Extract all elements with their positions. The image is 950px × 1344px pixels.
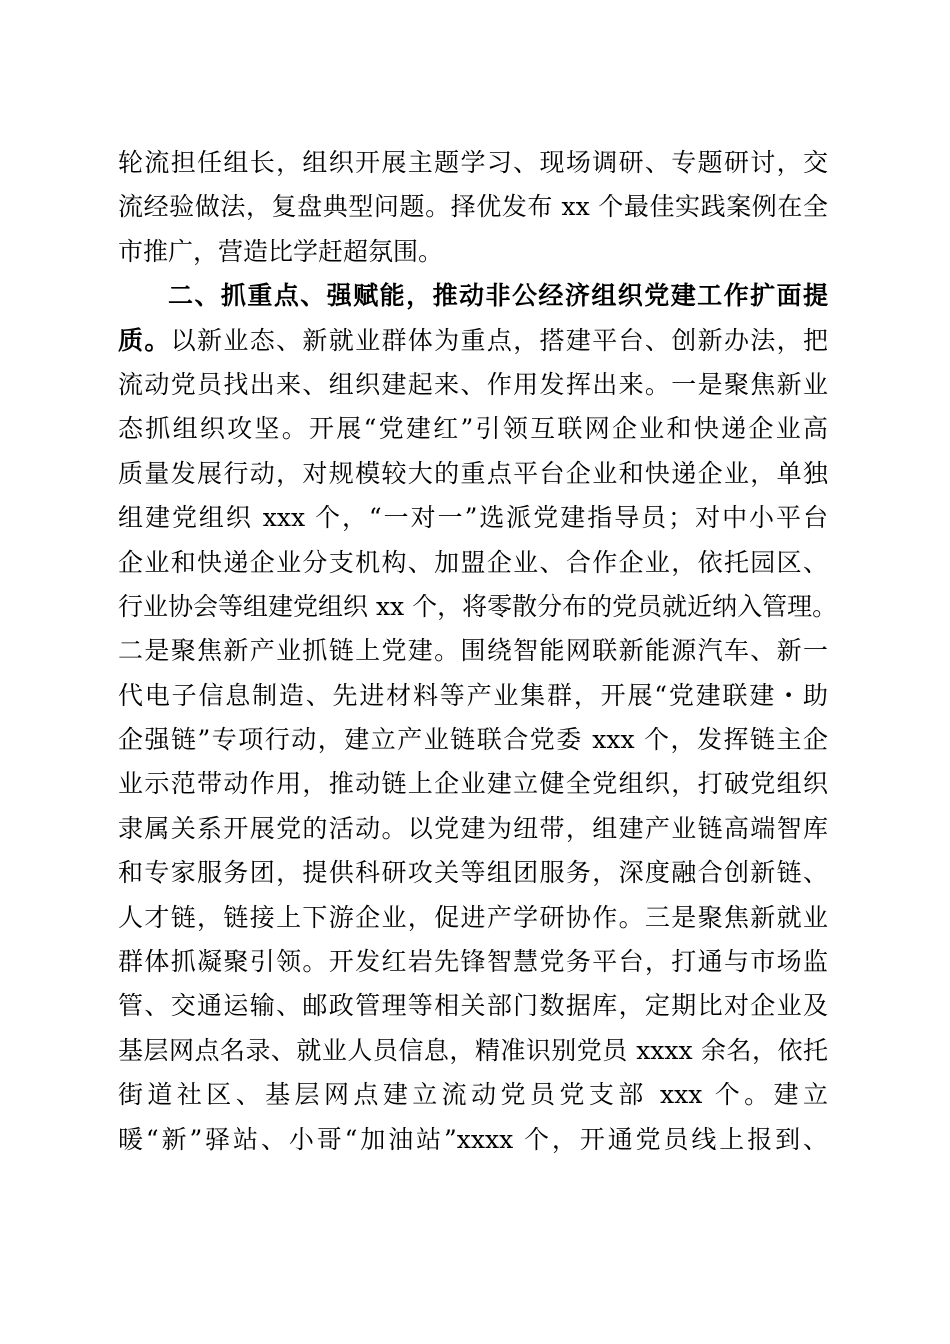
- text-line: 人才链，链接上下游企业，促进产学研协作。三是聚焦新就业: [118, 902, 828, 932]
- text-span: 以新业态、新就业群体为重点，搭建平台、创新办法，把: [170, 325, 828, 355]
- text-line: 组建党组织 xxx 个，“一对一”选派党建指导员；对中小平台: [118, 503, 828, 533]
- section-heading: 二、抓重点、强赋能，推动非公经济组织党建工作扩面提: [168, 281, 828, 311]
- body-text: [118, 141, 838, 1162]
- text-line: 隶属关系开展党的活动。以党建为纽带，组建产业链高端智库: [118, 813, 828, 843]
- text-line: 企业和快递企业分支机构、加盟企业、合作企业，依托园区、: [118, 547, 828, 577]
- text-line: 群体抓凝聚引领。开发红岩先锋智慧党务平台，打通与市场监: [118, 947, 828, 977]
- text-line: 二是聚焦新产业抓链上党建。围绕智能网联新能源汽车、新一: [118, 636, 828, 666]
- text-line: 轮流担任组长，组织开展主题学习、现场调研、专题研讨，交: [118, 148, 828, 177]
- text-line: 暖“新”驿站、小哥“加油站”xxxx 个，开通党员线上报到、: [118, 1124, 828, 1154]
- text-line: 代电子信息制造、先进材料等产业集群，开展“党建联建・助: [118, 680, 828, 710]
- text-line: 流动党员找出来、组织建起来、作用发挥出来。一是聚焦新业: [118, 369, 828, 399]
- text-line: 流经验做法，复盘典型问题。择优发布 xx 个最佳实践案例在全: [118, 192, 828, 222]
- text-line: [118, 319, 828, 363]
- text-line: 质量发展行动，对规模较大的重点平台企业和快递企业，单独: [118, 458, 828, 488]
- text-line: 企强链”专项行动，建立产业链联合党委 xxx 个，发挥链主企: [118, 725, 828, 755]
- section-heading-end: 质。: [118, 325, 171, 355]
- text-line: 管、交通运输、邮政管理等相关部门数据库，定期比对企业及: [118, 991, 828, 1021]
- text-line: 和专家服务团，提供科研攻关等组团服务，深度融合创新链、: [118, 858, 828, 888]
- text-line: 行业协会等组建党组织 xx 个，将零散分布的党员就近纳入管理。: [118, 591, 838, 621]
- text-line: 市推广，营造比学赶超氛围。: [118, 236, 444, 266]
- text-line: 街道社区、基层网点建立流动党员党支部 xxx 个。建立: [118, 1080, 828, 1110]
- text-line: 态抓组织攻坚。开展“党建红”引领互联网企业和快递企业高: [118, 414, 828, 444]
- text-line: 基层网点名录、就业人员信息，精准识别党员 xxxx 余名，依托: [118, 1035, 828, 1065]
- text-line: 业示范带动作用，推动链上企业建立健全党组织，打破党组织: [118, 769, 828, 799]
